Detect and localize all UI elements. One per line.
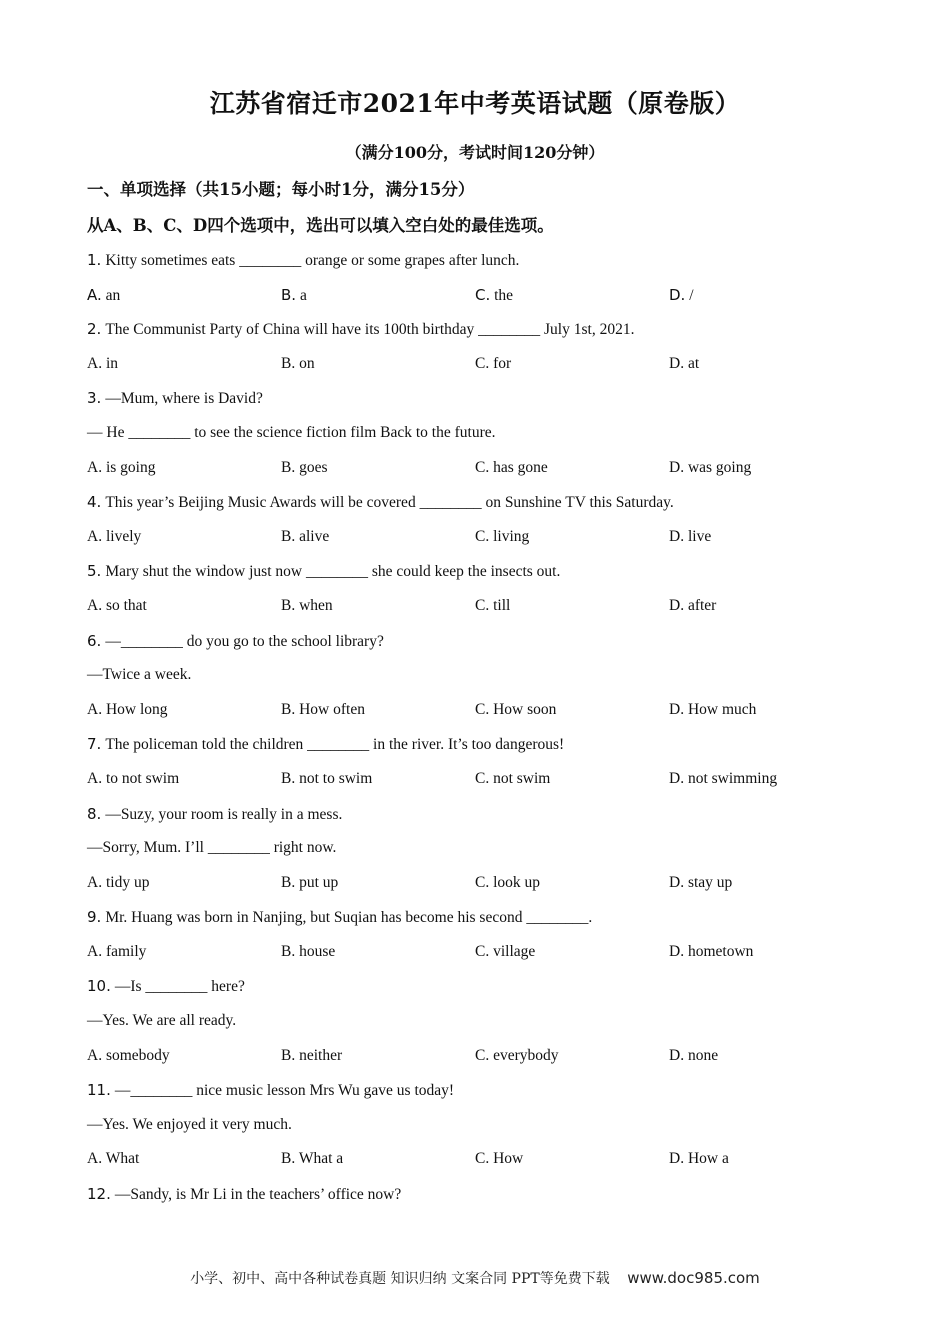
answer-option[interactable] <box>87 762 179 797</box>
option-row <box>87 347 867 382</box>
question-text: —Is ________ here? <box>114 978 245 996</box>
option-text: village <box>493 942 536 960</box>
question-text: —________ nice music lesson Mrs Wu gave us today! <box>114 1082 455 1100</box>
option-text: somebody <box>105 1046 170 1064</box>
option-letter: B. <box>281 458 296 476</box>
option-text: lively <box>105 527 142 545</box>
question-list <box>87 243 867 1212</box>
option-text: goes <box>299 458 328 476</box>
option-text: family <box>105 942 147 960</box>
option-text: a <box>299 286 307 304</box>
question-number: 3. <box>87 389 102 408</box>
option-text: stay up <box>687 873 733 891</box>
answer-option[interactable] <box>281 1142 343 1177</box>
option-letter: C. <box>475 873 490 891</box>
answer-option[interactable] <box>669 278 694 314</box>
option-letter: B. <box>281 527 296 545</box>
option-text: How long <box>105 700 168 718</box>
option-letter: D. <box>669 458 685 476</box>
option-letter: C. <box>475 285 491 304</box>
answer-option[interactable] <box>281 935 335 970</box>
answer-option[interactable] <box>475 589 510 624</box>
option-letter: A. <box>87 942 103 960</box>
answer-option[interactable] <box>475 278 513 314</box>
answer-option[interactable] <box>87 866 149 901</box>
option-row <box>87 866 867 901</box>
option-row <box>87 589 867 624</box>
answer-option[interactable] <box>87 347 118 382</box>
question-text: The Communist Party of China will have its 100th birthday ________ July 1st, 2021. <box>105 321 635 339</box>
question-number: 9. <box>87 908 102 927</box>
answer-option[interactable] <box>281 1039 342 1074</box>
option-text: an <box>105 286 121 304</box>
question-number: 5. <box>87 562 102 581</box>
answer-option[interactable] <box>87 451 155 486</box>
question-text: Mr. Huang was born in Nanjing, but Suqian has become his second ________. <box>105 909 593 927</box>
document-title: 江苏省宿迁市2021年中考英语试题（原卷版） <box>209 89 741 118</box>
option-letter: B. <box>281 1046 296 1064</box>
option-text: was going <box>687 458 752 476</box>
option-row <box>87 1039 867 1074</box>
option-letter: D. <box>669 527 685 545</box>
question-text: —Mum, where is David? <box>105 390 263 408</box>
option-letter: B. <box>281 873 296 891</box>
option-text: at <box>687 354 700 372</box>
option-text: till <box>493 596 511 614</box>
option-text: look up <box>493 873 541 891</box>
option-row <box>87 693 867 728</box>
option-letter: D. <box>669 596 685 614</box>
option-text: on <box>299 354 315 372</box>
answer-option[interactable] <box>669 866 732 901</box>
question-text: This year’s Beijing Music Awards will be covered ________ on Sunshine TV this Saturday. <box>105 494 674 512</box>
section-instruction: 从A、B、C、D四个选项中，选出可以填入空白处的最佳选项。 <box>87 216 554 235</box>
answer-option[interactable] <box>669 451 751 486</box>
option-letter: D. <box>669 1046 685 1064</box>
answer-option[interactable] <box>475 451 548 486</box>
option-text: everybody <box>493 1046 559 1064</box>
option-row <box>87 278 867 313</box>
answer-option[interactable] <box>669 520 711 555</box>
question-number: 2. <box>87 320 102 339</box>
option-text: neither <box>299 1046 343 1064</box>
question-text: —Twice a week. <box>87 666 192 684</box>
question-stem <box>87 797 867 832</box>
question-text: —Sandy, is Mr Li in the teachers’ office now? <box>114 1186 402 1204</box>
question-stem <box>87 312 867 347</box>
answer-option[interactable] <box>281 520 329 555</box>
answer-option[interactable] <box>87 1142 139 1177</box>
option-text: is going <box>105 458 156 476</box>
answer-option[interactable] <box>281 762 372 797</box>
option-text: hometown <box>687 942 754 960</box>
question-text: The policeman told the children ________ in the river. It’s too dangerous! <box>105 736 565 754</box>
option-letter: A. <box>87 1150 103 1168</box>
answer-option[interactable] <box>281 589 333 624</box>
question-text: — He ________ to see the science fiction film Back to the future. <box>87 423 496 441</box>
option-letter: A. <box>87 700 103 718</box>
option-letter: D. <box>669 700 685 718</box>
answer-option[interactable] <box>475 1039 559 1074</box>
question-dialogue-line <box>87 416 867 451</box>
option-letter: C. <box>475 942 490 960</box>
option-text: put up <box>299 873 339 891</box>
option-text: living <box>493 527 530 545</box>
question-text: —Sorry, Mum. I’ll ________ right now. <box>87 839 337 857</box>
answer-option[interactable] <box>669 1039 718 1074</box>
option-row <box>87 520 867 555</box>
question-number: 7. <box>87 735 102 754</box>
option-text: / <box>689 286 694 304</box>
option-text: house <box>299 942 336 960</box>
question-stem <box>87 1073 867 1108</box>
question-dialogue-line <box>87 831 867 866</box>
page-footer <box>0 1268 950 1288</box>
option-text: How often <box>299 700 365 718</box>
option-text: so that <box>105 596 147 614</box>
section-heading: 一、单项选择（共15小题；每小时1分，满分15分） <box>87 180 475 199</box>
question-number: 8. <box>87 804 102 823</box>
option-row <box>87 451 867 486</box>
option-text: to not swim <box>105 769 180 787</box>
question-stem <box>87 554 867 589</box>
option-text: none <box>687 1046 719 1064</box>
option-letter: D. <box>669 285 686 304</box>
option-text: live <box>687 527 712 545</box>
option-letter: D. <box>669 1150 685 1168</box>
question-stem <box>87 1177 867 1212</box>
answer-option[interactable] <box>475 347 511 382</box>
option-letter: B. <box>281 354 296 372</box>
option-letter: C. <box>475 769 490 787</box>
answer-option[interactable] <box>87 589 147 624</box>
option-text: How much <box>687 700 757 718</box>
option-letter: C. <box>475 596 490 614</box>
option-letter: A. <box>87 596 103 614</box>
question-text: Mary shut the window just now ________ she could keep the insects out. <box>105 563 561 581</box>
question-stem <box>87 727 867 762</box>
option-letter: C. <box>475 1150 490 1168</box>
answer-option[interactable] <box>475 520 529 555</box>
question-text: —Yes. We enjoyed it very much. <box>87 1115 292 1133</box>
option-text: for <box>493 354 512 372</box>
answer-option[interactable] <box>669 762 777 797</box>
question-number: 12. <box>87 1185 111 1204</box>
question-number: 6. <box>87 631 102 650</box>
option-letter: A. <box>87 873 103 891</box>
answer-option[interactable] <box>669 589 716 624</box>
option-text: tidy up <box>105 873 150 891</box>
answer-option[interactable] <box>281 278 307 314</box>
option-letter: B. <box>281 285 297 304</box>
question-number: 11. <box>87 1081 111 1100</box>
option-row <box>87 1142 867 1177</box>
question-stem <box>87 485 867 520</box>
option-text: the <box>494 286 514 304</box>
answer-option[interactable] <box>87 278 120 314</box>
footer-url[interactable]: www.doc985.com <box>627 1269 760 1287</box>
option-text: How soon <box>493 700 557 718</box>
option-text: What <box>105 1150 140 1168</box>
option-text: in <box>105 354 119 372</box>
question-text: —________ do you go to the school library? <box>105 632 384 650</box>
answer-option[interactable] <box>475 1142 523 1177</box>
option-letter: B. <box>281 700 296 718</box>
answer-option[interactable] <box>87 935 146 970</box>
option-row <box>87 935 867 970</box>
answer-option[interactable] <box>475 693 556 728</box>
option-letter: D. <box>669 873 685 891</box>
option-letter: B. <box>281 1150 296 1168</box>
question-text: —Suzy, your room is really in a mess. <box>105 805 343 823</box>
answer-option[interactable] <box>281 451 328 486</box>
option-letter: D. <box>669 354 685 372</box>
answer-option[interactable] <box>87 693 168 728</box>
answer-option[interactable] <box>669 1142 729 1177</box>
option-text: has gone <box>493 458 548 476</box>
option-letter: A. <box>87 769 103 787</box>
option-letter: B. <box>281 942 296 960</box>
answer-option[interactable] <box>475 866 540 901</box>
option-letter: A. <box>87 1046 103 1064</box>
question-dialogue-line <box>87 1004 867 1039</box>
question-number: 10. <box>87 977 111 996</box>
option-letter: C. <box>475 700 490 718</box>
option-letter: D. <box>669 769 685 787</box>
footer-text: 小学、初中、高中各种试卷真题 知识归纳 文案合同 PPT等免费下载 <box>190 1271 610 1287</box>
question-text: —Yes. We are all ready. <box>87 1012 237 1030</box>
option-text: when <box>299 596 333 614</box>
answer-option[interactable] <box>281 693 365 728</box>
question-stem <box>87 243 867 278</box>
question-stem <box>87 900 867 935</box>
option-row <box>87 762 867 797</box>
option-letter: B. <box>281 769 296 787</box>
option-letter: C. <box>475 458 490 476</box>
option-letter: A. <box>87 527 103 545</box>
answer-option[interactable] <box>475 935 535 970</box>
option-letter: D. <box>669 942 685 960</box>
option-letter: A. <box>87 458 103 476</box>
answer-option[interactable] <box>669 693 756 728</box>
question-dialogue-line <box>87 1108 867 1143</box>
option-text: alive <box>299 527 330 545</box>
question-dialogue-line <box>87 658 867 693</box>
option-text: after <box>687 596 717 614</box>
question-stem <box>87 969 867 1004</box>
exam-info: （满分100分，考试时间120分钟） <box>345 143 605 162</box>
answer-option[interactable] <box>669 347 699 382</box>
answer-option[interactable] <box>87 1039 170 1074</box>
question-stem <box>87 624 867 659</box>
option-text: What a <box>298 1150 344 1168</box>
option-letter: C. <box>475 527 490 545</box>
option-letter: C. <box>475 1046 490 1064</box>
answer-option[interactable] <box>475 762 550 797</box>
question-number: 4. <box>87 493 102 512</box>
answer-option[interactable] <box>281 866 338 901</box>
option-text: How <box>493 1150 524 1168</box>
answer-option[interactable] <box>87 520 141 555</box>
answer-option[interactable] <box>669 935 753 970</box>
option-letter: C. <box>475 354 490 372</box>
option-text: How a <box>687 1150 729 1168</box>
question-text: Kitty sometimes eats ________ orange or some grapes after lunch. <box>105 252 520 269</box>
question-stem <box>87 381 867 416</box>
option-text: not to swim <box>299 769 373 787</box>
option-letter: A. <box>87 285 102 304</box>
option-letter: B. <box>281 596 296 614</box>
option-text: not swim <box>493 769 551 787</box>
question-number: 1. <box>87 251 102 269</box>
option-letter: A. <box>87 354 103 372</box>
answer-option[interactable] <box>281 347 315 382</box>
option-text: not swimming <box>687 769 778 787</box>
